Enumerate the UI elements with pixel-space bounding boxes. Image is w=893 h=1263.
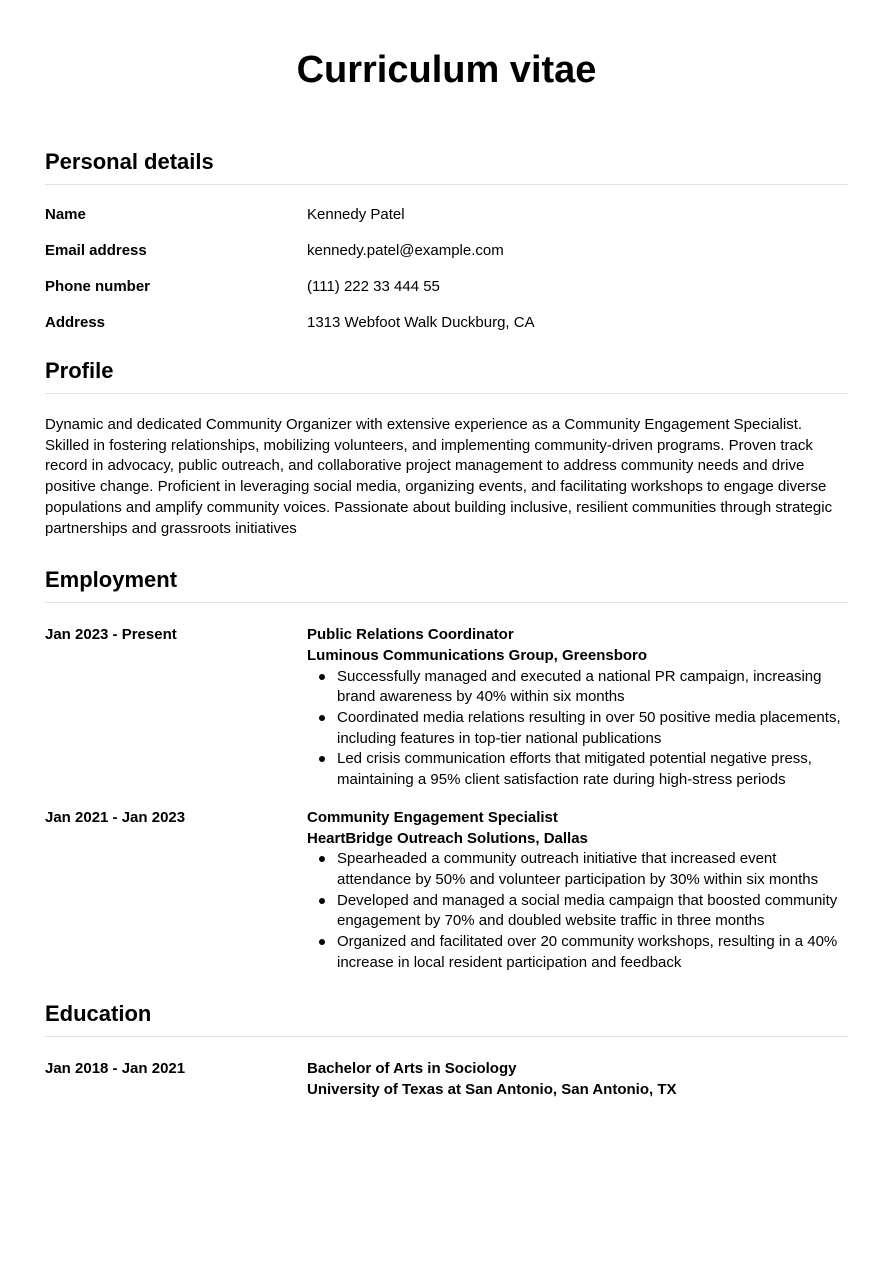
personal-details-list (45, 205, 848, 333)
field-value-address: 1313 Webfoot Walk Duckburg, CA (307, 314, 535, 331)
employment-entry (45, 808, 848, 974)
education-section (45, 1000, 848, 1100)
job-title: Community Engagement Specialist (307, 808, 558, 826)
section-divider (45, 1036, 848, 1037)
personal-row-address (45, 313, 848, 333)
achievement-item: Coordinated media relations resulting in over 50 positive media placements, including features in top-tier national publications (307, 708, 848, 749)
employment-dates: Jan 2023 - Present (45, 626, 177, 644)
job-title: Public Relations Coordinator (307, 626, 514, 644)
profile-summary: Dynamic and dedicated Community Organizer with extensive experience as a Community Engagement Specialist. Skilled in fostering relationships, mobilizing volunteers, and implementing community-driven programs. Proven track record in advocacy, public outreach, and collaborative project management to address community needs and drive positive change. Proficient in leveraging social media, organizing events, and facilitating workshops to engage diverse populations and amplify community voices. Passionate about building inclusive, resilient communities through strategic partnerships and grassroots initiatives (45, 416, 833, 537)
section-divider (45, 602, 848, 603)
field-label: Address (45, 314, 106, 331)
employment-details (307, 808, 848, 974)
employment-entry (45, 625, 848, 791)
personal-row-email (45, 241, 848, 261)
degree: Bachelor of Arts in Sociology (307, 1060, 517, 1078)
achievement-item: Organized and facilitated over 20 community workshops, resulting in a 40% increase in local resident participation and feedback (307, 932, 848, 973)
employment-section (45, 566, 848, 973)
education-entry (45, 1059, 848, 1100)
section-divider (45, 393, 848, 394)
achievement-item: Led crisis communication efforts that mitigated potential negative press, maintaining a 95% client satisfaction rate during high-stress periods (307, 749, 848, 790)
education-details (307, 1059, 848, 1100)
field-value-email: kennedy.patel@example.com (307, 242, 504, 259)
education-dates: Jan 2018 - Jan 2021 (45, 1060, 186, 1078)
achievement-item: Developed and managed a social media campaign that boosted community engagement by 70% and doubled website traffic in three months (307, 891, 848, 932)
section-title-personal: Personal details (45, 149, 214, 174)
employer: HeartBridge Outreach Solutions, Dallas (307, 829, 588, 847)
personal-details-section (45, 148, 848, 333)
personal-row-phone (45, 277, 848, 297)
personal-row-name (45, 205, 848, 225)
field-label: Phone number (45, 278, 151, 295)
field-value-name: Kennedy Patel (307, 206, 405, 223)
section-title-profile: Profile (45, 358, 114, 383)
achievement-item: Spearheaded a community outreach initiative that increased event attendance by 50% and volunteer participation by 30% within six months (307, 849, 848, 890)
education-list (45, 1059, 848, 1100)
field-value-phone: (111) 222 33 444 55 (307, 278, 440, 295)
achievement-list (307, 849, 848, 973)
field-label: Name (45, 206, 86, 223)
employment-dates: Jan 2021 - Jan 2023 (45, 808, 186, 826)
achievement-list (307, 667, 848, 791)
document-title: Curriculum vitae (296, 49, 597, 91)
achievement-item: Successfully managed and executed a national PR campaign, increasing brand awareness by 40% within six months (307, 667, 848, 708)
section-divider (45, 184, 848, 185)
employment-details (307, 625, 848, 791)
field-label: Email address (45, 242, 147, 259)
section-title-education: Education (45, 1001, 152, 1027)
employment-list (45, 625, 848, 973)
profile-section (45, 357, 848, 539)
section-title-employment: Employment (45, 567, 178, 593)
employer: Luminous Communications Group, Greensboro (307, 646, 648, 664)
school: University of Texas at San Antonio, San Antonio, TX (307, 1081, 677, 1099)
